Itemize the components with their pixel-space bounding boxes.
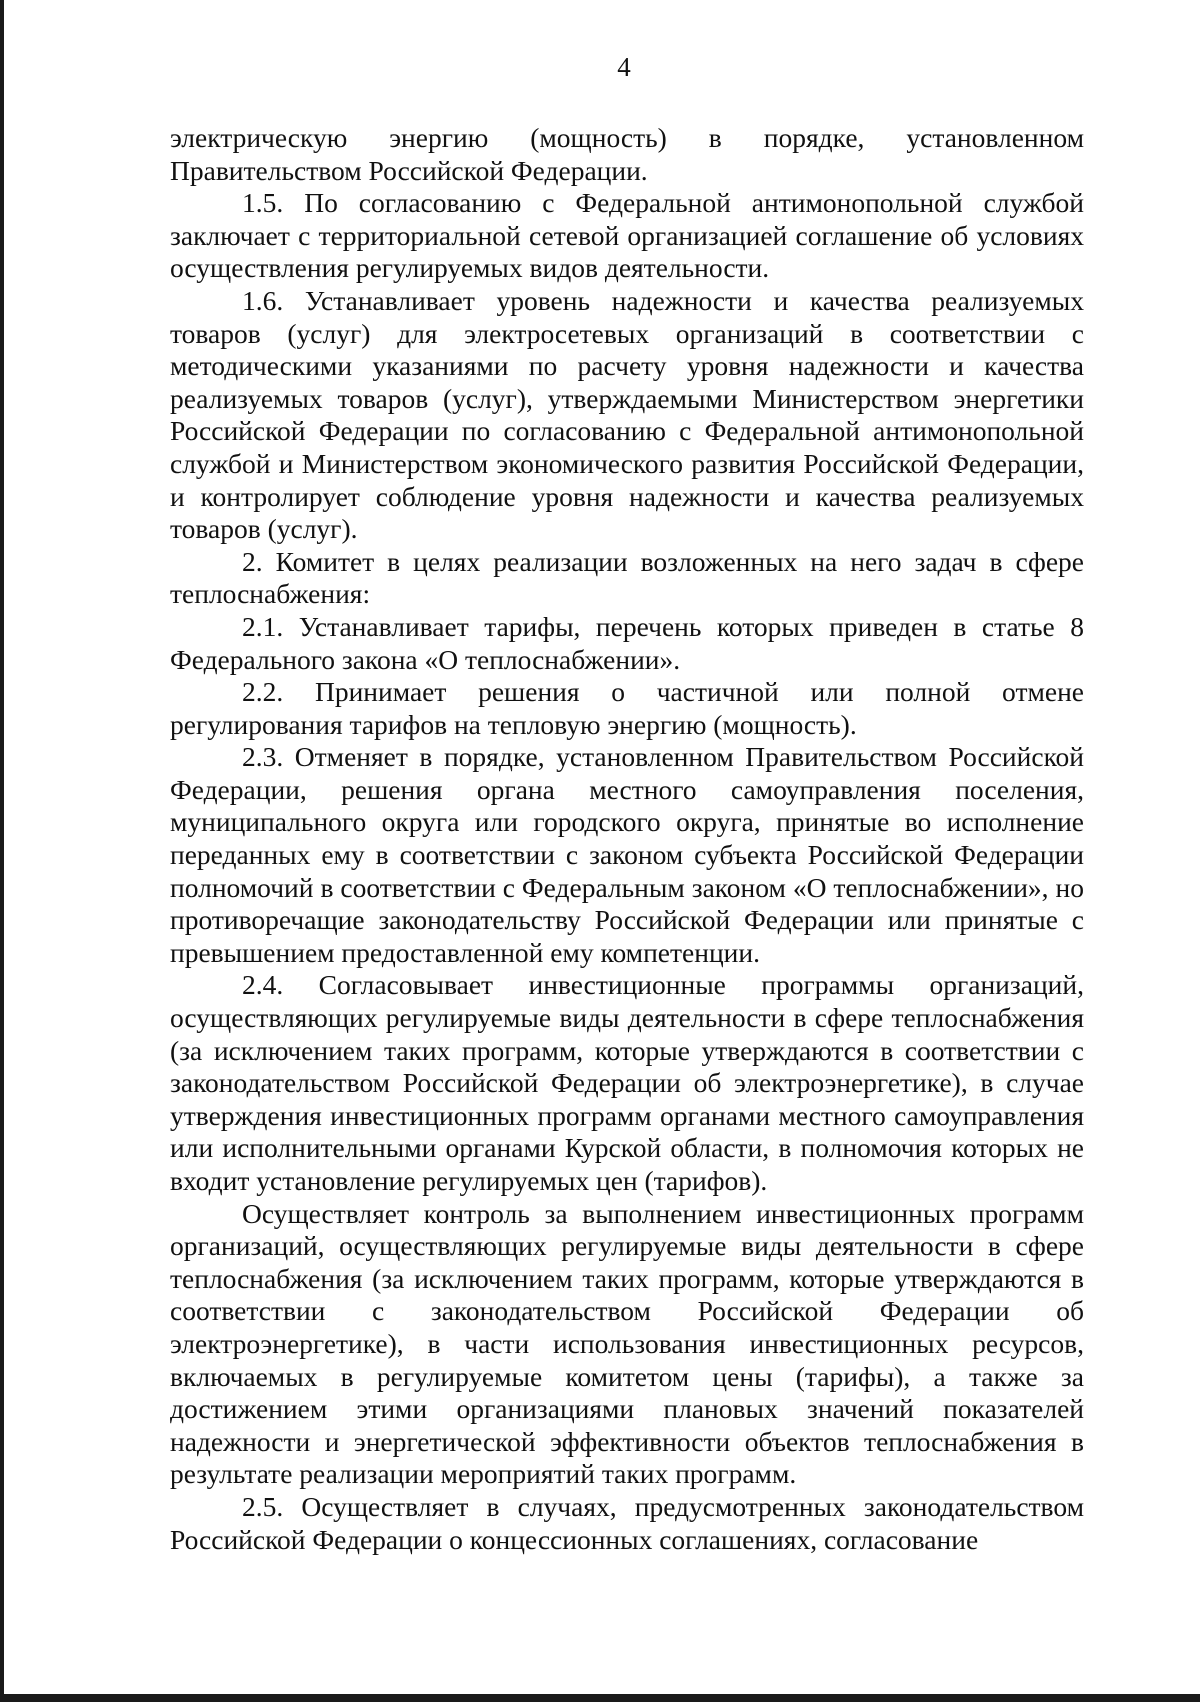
page-number: 4 [617,52,631,82]
paragraph-1-5: 1.5. По согласованию с Федеральной антимонопольной службой заключает с территориальной сетевой организацией соглашение об условиях осуществления регулируемых видов деятельности. [170,187,1084,284]
paragraph-2: 2. Комитет в целях реализации возложенных на него задач в сфере теплоснабжения: [170,545,1084,610]
paragraph-2-5: 2.5. Осуществляет в случаях, предусмотренных законодательством Российской Федерации о концессионных соглашениях, согласование [170,1490,1084,1555]
scan-edge-left [0,0,4,1702]
paragraph-2-2: 2.2. Принимает решения о частичной или полной отмене регулирования тарифов на тепловую энергию (мощность). [170,676,1084,740]
document-body [170,122,1084,1556]
paragraph-2-4-control: Осуществляет контроль за выполнением инвестиционных программ организаций, осуществляющих регулируемые виды деятельности в сфере теплоснабжения (за исключением таких программ, которые утверждаются в соответствии с законодательством Российской Федерации об электроэнергетике), в части использования инвестиционных ресурсов, включаемых в регулируемые комитетом цены (тарифы), а также за достижением этими организациями плановых значений показателей надежности и энергетической эффективности объектов теплоснабжения в результате реализации мероприятий таких программ. [170,1197,1084,1490]
paragraph-2-3: 2.3. Отменяет в порядке, установленном Правительством Российской Федерации, решения органа местного самоуправления поселения, муниципального округа или городского округа, принятые во исполнение переданных ему в соответствии с законом субъекта Российской Федерации полномочий в соответствии с Федеральным законом «О теплоснабжении», но противоречащие законодательству Российской Федерации или принятые с превышением предоставленной ему компетенции. [170,741,1084,968]
paragraph-2-1: 2.1. Устанавливает тарифы, перечень которых приведен в статье 8 Федерального закона «О теплоснабжении». [170,610,1084,675]
paragraph-continuation: электрическую энергию (мощность) в порядке, установленном Правительством Российской Федерации. [170,122,1084,186]
scan-edge-bottom [0,1694,1200,1702]
paragraph-2-4: 2.4. Согласовывает инвестиционные программы организаций, осуществляющих регулируемые виды деятельности в сфере теплоснабжения (за исключением таких программ, которые утверждаются в соответствии с законодательством Российской Федерации об электроэнергетике), в случае утверждения инвестиционных программ органами местного самоуправления или исполнительными органами Курской области, в полномочия которых не входит установление регулируемых цен (тарифов). [170,969,1084,1196]
paragraph-1-6: 1.6. Устанавливает уровень надежности и качества реализуемых товаров (услуг) для электросетевых организаций в соответствии с методическими указаниями по расчету уровня надежности и качества реализуемых товаров (услуг), утверждаемыми Министерством энергетики Российской Федерации по согласованию с Федеральной антимонопольной службой и Министерством экономического развития Российской Федерации, и контролирует соблюдение уровня надежности и качества реализуемых товаров (услуг). [170,284,1084,545]
